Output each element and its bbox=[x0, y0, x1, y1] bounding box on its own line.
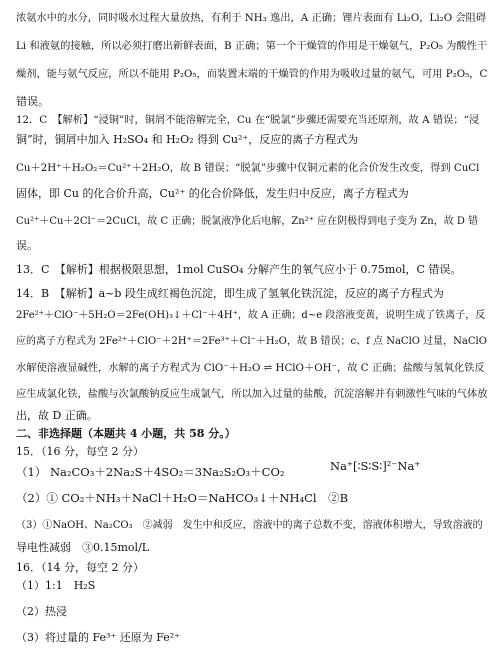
text-line: 12．C 【解析】“浸铜”时，铜屑不能溶解完全，Cu 在“脱氯”步骤还需要充当还原剂，故 A 错误；“浸 bbox=[16, 114, 480, 126]
text-line: 水解使溶液显碱性，水解的离子方程式为 ClO⁻＋H₂O ⇌ HClO＋OH⁻，故 C 正确；盐酸与氢氧化铁反 bbox=[16, 362, 485, 374]
text-line: （2）热浸 bbox=[16, 605, 67, 618]
text-line: 出，故 D 正确。 bbox=[16, 409, 98, 422]
text-line: 15．（16 分，每空 2 分） bbox=[16, 445, 144, 458]
text-line: Li 和液氨的接触，所以必须打磨出新鲜表面，B 正确；第一个干燥管的作用是干燥氨气，P₂O₅ 为酸性干 bbox=[16, 40, 488, 52]
text-line: 燥剂，能与氨气反应，所以不能用 P₂O₅，而装置末端的干燥管的作用为吸收过量的氨气，可用 P₂O₅，C bbox=[16, 68, 488, 80]
text-line: 13．C 【解析】根据极限思想，1mol CuSO₄ 分解产生的氧气应小于 0.75mol，C 错误。 bbox=[16, 263, 462, 276]
text-line: 铜”时，铜屑中加入 H₂SO₄ 和 H₂O₂ 得到 Cu²⁺，反应的离子方程式为 bbox=[16, 133, 359, 146]
text-line: 14．B 【解析】a~b 段生成红褐色沉淀，即生成了氢氧化铁沉淀，反应的离子方程式为 bbox=[16, 287, 444, 300]
text-line: 应的离子方程式为 2Fe²⁺＋ClO⁻＋2H⁺＝2Fe³⁺＋Cl⁻＋H₂O，故 B 错误；c、f 点 NaClO 过量，NaClO bbox=[16, 336, 487, 347]
text-line: 应生成氯化铁，盐酸与次氯酸钠反应生成氯气，所以加入过量的盐酸，沉淀溶解并有刺激性气味的气体放 bbox=[16, 388, 488, 400]
text-line: Cu＋2H⁺＋H₂O₂＝Cu²⁺＋2H₂O，故 B 错误；“脱氯”步骤中仅铜元素的化合价发生改变，得到 CuCl bbox=[16, 162, 480, 174]
text-line: 二、非选择题（本题共 4 小题，共 58 分。） bbox=[16, 427, 236, 440]
lewis-structure: Na⁺[∶S∶S∶]²⁻Na⁺ bbox=[330, 459, 421, 473]
text-line: 2Fe²⁺＋ClO⁻＋5H₂O＝2Fe(OH)₃↓＋Cl⁻＋4H⁺，故 A 正确；d~e 段溶液变黄，说明生成了铁离子，反 bbox=[16, 310, 486, 321]
text-line: 固体，即 Cu 的化合价升高，Cu²⁺ 的化合价降低，发生归中反应，离子方程式为 bbox=[16, 187, 409, 200]
text-line: 误。 bbox=[16, 239, 38, 252]
text-line: 16．（14 分，每空 2 分） bbox=[16, 561, 144, 574]
text-line: （3）将过量的 Fe³⁺ 还原为 Fe²⁺ bbox=[16, 631, 181, 644]
text-line: （1）1:1 H₂S bbox=[16, 579, 96, 592]
text-line: 错误。 bbox=[16, 95, 49, 108]
text-line: （1） Na₂CO₃＋2Na₂S＋4SO₂＝3Na₂S₂O₃＋CO₂ bbox=[16, 465, 285, 479]
text-line: 导电性减弱 ③0.15mol/L bbox=[16, 541, 150, 554]
text-line: 浓氨水中的水分，同时吸水过程大量放热，有利于 NH₃ 逸出，A 正确；锂片表面有 Li₂O，Li₂O 会阻碍 bbox=[16, 12, 487, 24]
text-line: Cu²⁺＋Cu＋2Cl⁻＝2CuCl，故 C 正确；脱氯液净化后电解，Zn²⁺ 应在阴极得到电子变为 Zn，故 D 错 bbox=[16, 216, 479, 227]
text-line: （3）①NaOH、Na₂CO₃ ②减弱 发生中和反应，溶液中的离子总数不变，溶液体积增大，导致溶液的 bbox=[16, 520, 483, 531]
text-line: （2）① CO₂＋NH₃＋NaCl＋H₂O＝NaHCO₃↓＋NH₄Cl ②B bbox=[16, 491, 349, 505]
